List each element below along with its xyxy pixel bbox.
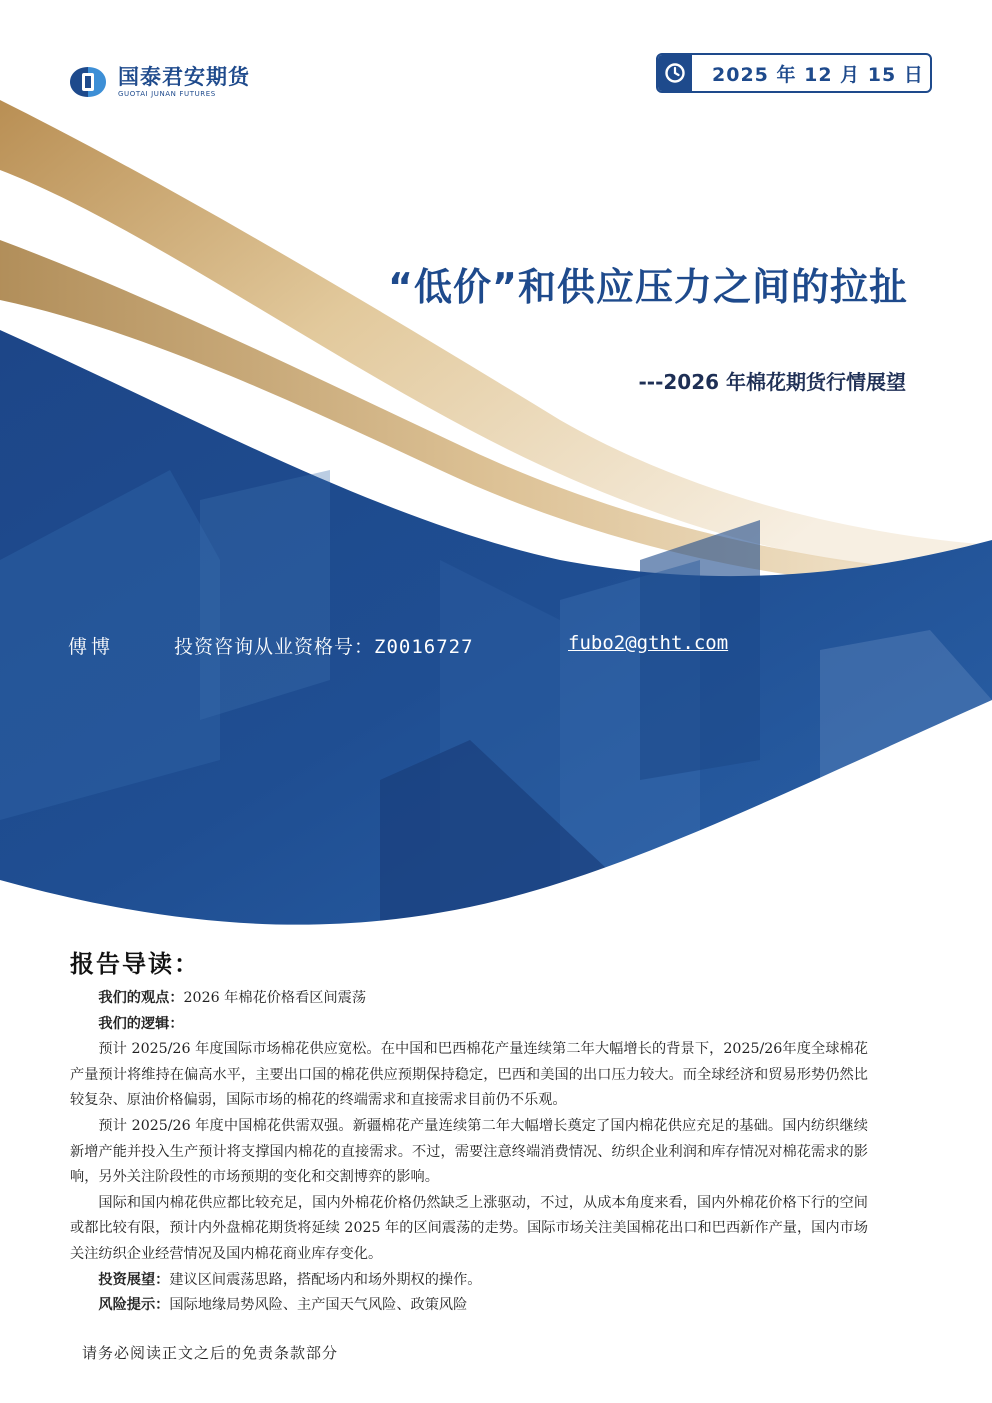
logic-label: 我们的逻辑： xyxy=(98,1015,184,1032)
author-name: 傅博 xyxy=(68,636,115,658)
clock-icon xyxy=(658,55,692,91)
logic-paragraph: 预计 2025/26 年度中国棉花供需双强。新疆棉花产量连续第二年大幅增长奠定了国内棉花供应充足的基础。国内纺织继续新增产能并投入生产预计将支撑国内棉花的直接需求。不过，需要注意终端消费情况、纺织企业利润和库存情况对棉花需求的影响，另外关注阶段性的市场预期的变化和交割博弈的影响。 xyxy=(70,1117,868,1186)
company-logo xyxy=(68,64,250,100)
logic-paragraph: 国际和国内棉花供应都比较充足，国内外棉花价格仍然缺乏上涨驱动，不过，从成本角度来看，国内外棉花价格下行的空间或都比较有限，预计内外盘棉花期货将延续 2025 年的区间震荡的走势。国际市场关注美国棉花出口和巴西新作产量，国内市场关注纺织企业经营情况及国内棉花商业库存变化。 xyxy=(70,1194,868,1262)
outlook-line xyxy=(70,1268,868,1294)
disclaimer-note: 请务必阅读正文之后的免责条款部分 xyxy=(82,1344,339,1362)
report-title: “低价”和供应压力之间的拉扯 xyxy=(388,265,908,309)
report-subtitle: ---2026 年棉花期货行情展望 xyxy=(638,370,906,394)
outlook-text: 建议区间震荡思路，搭配场内和场外期权的操作。 xyxy=(169,1271,482,1288)
date-badge xyxy=(656,53,932,93)
report-date: 2025 年 12 月 15 日 xyxy=(712,63,924,86)
logo-english-name: GUOTAI JUNAN FUTURES xyxy=(118,89,216,98)
author-certification: 投资咨询从业资格号：Z0016727 xyxy=(174,636,474,658)
report-guide-body xyxy=(70,986,868,1319)
view-text: 2026 年棉花价格看区间震荡 xyxy=(183,990,367,1006)
author-email-link[interactable]: fubo2@gtht.com xyxy=(568,632,729,654)
logic-line xyxy=(70,1012,868,1038)
logo-chinese-name: 国泰君安期货 xyxy=(118,64,250,89)
view-label: 我们的观点： xyxy=(98,990,184,1006)
logic-paragraph: 预计 2025/26 年度国际市场棉花供应宽松。在中国和巴西棉花产量连续第二年大幅增长的背景下，2025/26年度全球棉花产量预计将维持在偏高水平，主要出口国的棉花供应预期保持稳定，巴西和美国的出口压力较大。而全球经济和贸易形势仍然比较复杂、原油价格偏弱，国际市场的棉花的终端需求和直接需求目前仍不乐观。 xyxy=(70,1041,868,1109)
risk-text: 国际地缘局势风险、主产国天气风险、政策风险 xyxy=(169,1297,468,1314)
report-guide-heading: 报告导读： xyxy=(70,950,200,978)
risk-label: 风险提示： xyxy=(98,1297,170,1314)
outlook-label: 投资展望： xyxy=(98,1271,170,1288)
risk-line xyxy=(70,1293,868,1319)
view-line xyxy=(70,986,868,1012)
logo-emblem-icon xyxy=(68,65,108,99)
